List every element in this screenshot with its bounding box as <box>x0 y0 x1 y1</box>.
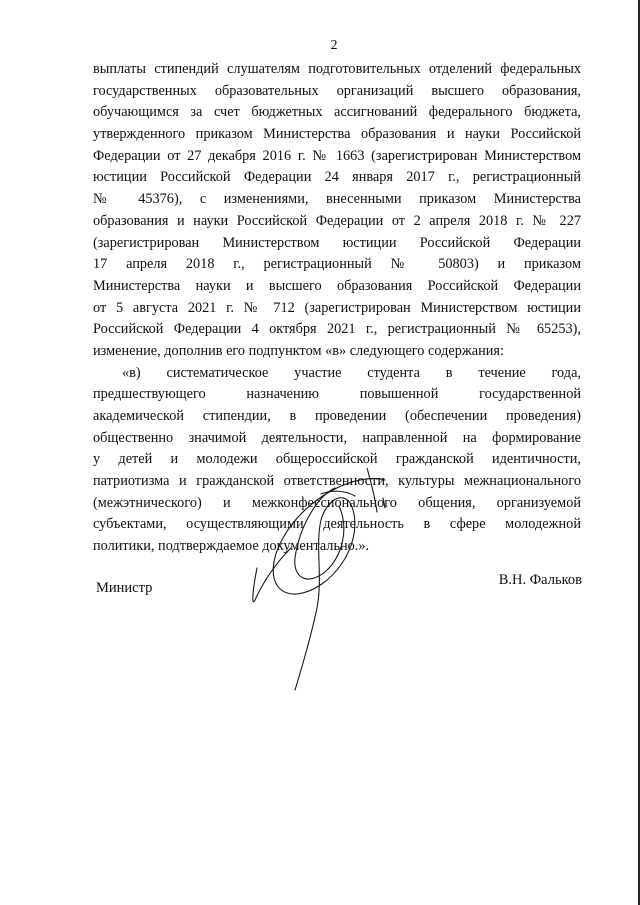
signatory-title: Министр <box>96 580 153 596</box>
text-line: у детей и молодежи общероссийской гражданской идентичности, <box>93 451 581 468</box>
text-line: образования и науки Российской Федерации от 2 апреля 2018 г. № 227 <box>93 212 581 229</box>
signatory-name: В.Н. Фальков <box>498 572 582 588</box>
text-line: 17 апреля 2018 г., регистрационный № 50803) и приказом <box>93 256 581 273</box>
paragraph-amendment-intro <box>93 59 581 363</box>
text-line: от 5 августа 2021 г. № 712 (зарегистрирован Министерством юстиции <box>93 299 581 316</box>
text-line: выплаты стипендий слушателям подготовительных отделений федеральных <box>93 61 581 77</box>
text-line: обучающимся за счет бюджетных ассигнований федерального бюджета, <box>93 104 581 121</box>
text-line: Министерства науки и высшего образования Российской Федерации <box>93 277 581 294</box>
text-line: субъектами, осуществляющими деятельность в сфере молодежной <box>93 516 581 533</box>
text-line: патриотизма и гражданской ответственности, культуры межнационального <box>93 473 581 490</box>
text-line: изменение, дополнив его подпунктом «в» следующего содержания: <box>93 342 504 359</box>
text-line: утвержденного приказом Министерства образования и науки Российской <box>93 126 581 143</box>
text-line: (межэтнического) и межконфессионального общения, организуемой <box>93 494 581 511</box>
text-line: Федерации от 27 декабря 2016 г. № 1663 (зарегистрирован Министерством <box>93 147 581 164</box>
text-line: предшествующего назначению повышенной государственной <box>93 386 581 403</box>
text-line: государственных образовательных организаций высшего образования, <box>93 82 581 99</box>
text-line: (зарегистрирован Министерством юстиции Российской Федерации <box>93 234 581 251</box>
text-line: юстиции Российской Федерации 24 января 2017 г., регистрационный <box>93 169 581 186</box>
text-line: «в) систематическое участие студента в течение года, <box>122 364 581 381</box>
text-line: № 45376), с изменениями, внесенными приказом Министерства <box>93 191 581 208</box>
handwritten-signature <box>235 468 425 693</box>
text-line: Российской Федерации 4 октября 2021 г., регистрационный № 65253), <box>93 321 581 338</box>
page-number: 2 <box>330 38 338 53</box>
text-line: общественно значимой деятельности, направленной на формирование <box>93 429 581 446</box>
text-line: политики, подтверждаемое документально.». <box>93 538 370 555</box>
text-line: академической стипендии, в проведении (обеспечении проведения) <box>93 408 581 424</box>
